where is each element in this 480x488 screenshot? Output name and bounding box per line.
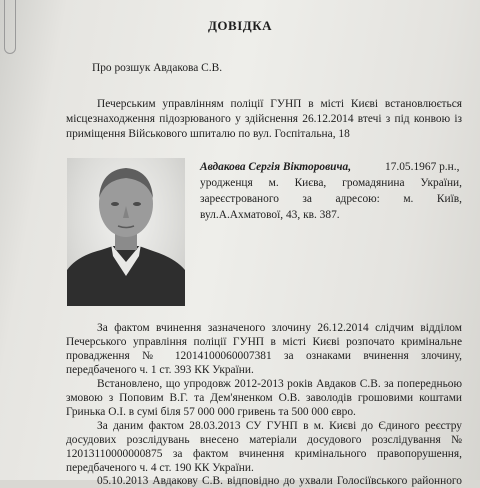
para4-line-1: 05.10.2013 Авдакову С.В. відповідно до ухвали Голосіївського районного	[97, 475, 462, 487]
para3-line-4: передбаченого ч. 4 ст. 190 КК України.	[66, 462, 254, 474]
para1-line-2: Печерського управління поліції ГУНП в місті Києві розпочато кримінальне	[66, 336, 462, 348]
document-subject: Про розшук Авдакова С.В.	[92, 62, 223, 74]
intro-line-1: Печерським управлінням поліції ГУНП в місті Києві встановлюється	[97, 98, 462, 110]
person-line-3: зареєстрованого за адресою: м. Київ,	[200, 193, 462, 205]
para3-line-3: 12013110000000875 за фактом вчинення кримінального правопорушення,	[66, 448, 462, 460]
person-birthdate: 17.05.1967 р.н.,	[385, 161, 460, 173]
document-title: ДОВІДКА	[207, 18, 273, 33]
para1-line-4: передбаченого ч. 1 ст. 393 КК України.	[66, 364, 254, 376]
para2-line-3: Гринька О.І. в сумі біля 57 000 000 гривень та 500 000 євро.	[66, 406, 356, 418]
para3-line-2: досудових розслідувань внесено матеріали досудового розслідування №	[66, 434, 462, 446]
person-line-4: вул.А.Ахматової, 43, кв. 387.	[200, 209, 340, 221]
suspect-photo	[67, 158, 185, 306]
para2-line-1: Встановлено, що упродовж 2012-2013 років Авдаков С.В. за попередньою	[97, 378, 462, 390]
para3-line-1: За даним фактом 28.03.2013 СУ ГУНП в м. Києві до Єдиного реєстру	[97, 420, 462, 432]
para1-line-1: За фактом вчинення зазначеного злочину 26.12.2014 слідчим відділом	[97, 322, 462, 334]
person-line-2: уродженця м. Києва, громадянина України,	[200, 177, 462, 189]
intro-line-3: приміщення Військового шпиталю по вул. Госпітальна, 18	[66, 128, 350, 140]
para2-line-2: змовою з Поповим В.Г. та Дем'яненком О.В. заволодів грошовими коштами	[66, 392, 462, 404]
person-name: Авдакова Сергія Вікторовича,	[200, 161, 352, 173]
para1-line-3: провадження № 12014100060007381 за ознаками вчинення злочину,	[66, 350, 462, 362]
intro-line-2: місцезнаходження підозрюваного у здійснення 26.12.2014 втечі з під конвою із	[66, 113, 462, 125]
